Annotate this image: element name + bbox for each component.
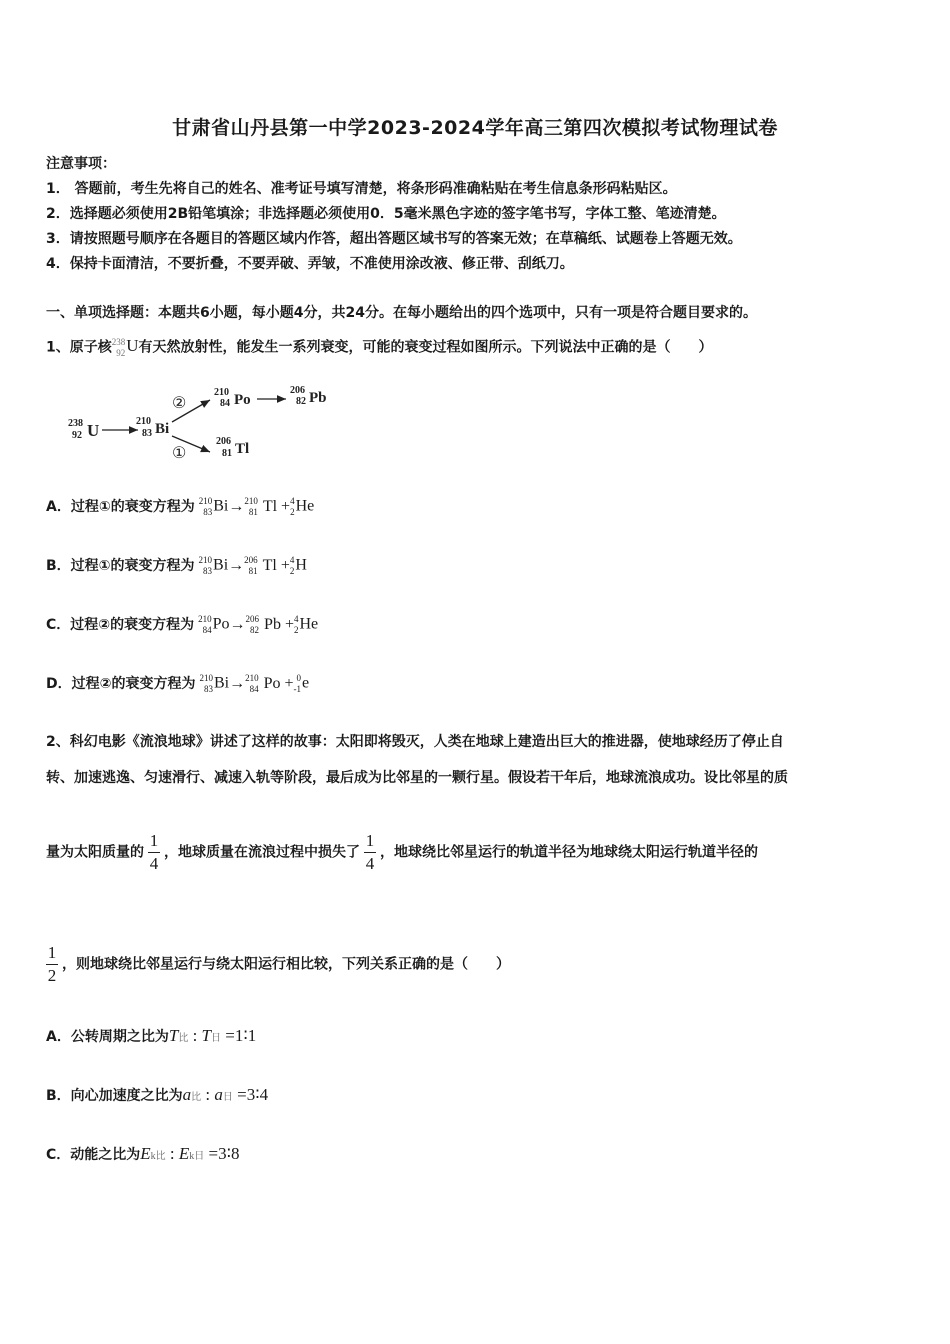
u-mass: 238 xyxy=(68,418,83,429)
question-2-option-c: C．动能之比为Ek比 : Ek日 =3∶8 xyxy=(46,1144,240,1163)
notice-heading: 注意事项： xyxy=(46,156,116,172)
question-1-option-d: D．过程②的衰变方程为 210 83 Bi→ 210 84 Po + 0 -1 e xyxy=(46,673,310,695)
question-1-option-c: C．过程②的衰变方程为 210 84 Po→ 206 82 Pb + 4 2 He xyxy=(46,614,319,636)
tl-symbol: Tl xyxy=(235,441,250,457)
u-symbol: U xyxy=(87,421,100,440)
po-mass: 210 xyxy=(214,387,229,398)
path-1-marker: ① xyxy=(172,445,187,462)
nucleus-charge: 92 xyxy=(116,347,126,358)
fraction-half: $\frac{1}{2}$ xyxy=(47,943,57,985)
question-2-line-3: 量为太阳质量的 $\frac{1}{4}$ ，地球质量在流浪过程中损失了 $\frac{1}{4}$ ，地球绕比邻星运行的轨道半径为地球绕太阳运行轨道半径的 xyxy=(46,831,758,873)
question-2-line-2: 转、加速逃逸、匀速滑行、减速入轨等阶段，最后成为比邻星的一颗行星。假设若干年后，地球流浪成功。设比邻星的质 xyxy=(46,770,788,786)
po-symbol: Po xyxy=(234,392,251,408)
question-1-stem xyxy=(46,336,713,359)
pb-symbol: Pb xyxy=(309,390,327,406)
notice-item-1: 1． 答题前，考生先将自己的姓名、准考证号填写清楚，将条形码准确粘贴在考生信息条形码粘贴区。 xyxy=(46,181,677,197)
u-charge: 92 xyxy=(72,430,82,441)
question-2-line-1: 2、科幻电影《流浪地球》讲述了这样的故事：太阳即将毁灭，人类在地球上建造出巨大的推进器，使地球经历了停止自 xyxy=(46,734,784,750)
section-heading: 一、单项选择题：本题共6小题，每小题4分，共24分。在每小题给出的四个选项中，只有一项是符合题目要求的。 xyxy=(46,305,757,321)
tl-charge: 81 xyxy=(222,448,232,459)
option-label: C．过程②的衰变方程为 xyxy=(46,617,195,633)
fraction-quarter: $\frac{1}{4}$ xyxy=(149,831,159,873)
question-1-option-b: B．过程①的衰变方程为 210 83 Bi→ 206 81 Tl + 4 2 H xyxy=(46,555,307,577)
page-title: 甘肃省山丹县第一中学2023-2024学年高三第四次模拟考试物理试卷 xyxy=(172,117,778,139)
pb-mass: 206 xyxy=(290,385,305,396)
fraction-quarter-2: $\frac{1}{4}$ xyxy=(365,831,375,873)
po-charge: 84 xyxy=(220,398,230,409)
notice-item-2: 2．选择题必须使用2B铅笔填涂；非选择题必须使用0．5毫米黑色字迹的签字笔书写，字体工整、笔迹清楚。 xyxy=(46,206,726,222)
option-label: D．过程②的衰变方程为 xyxy=(46,676,196,692)
question-1-option-a: A．过程①的衰变方程为 210 83 Bi→ 210 81 Tl + 4 2 He xyxy=(46,496,315,518)
question-2-option-b: B．向心加速度之比为a比 : a日 =3∶4 xyxy=(46,1085,269,1104)
notice-item-4: 4．保持卡面清洁，不要折叠，不要弄破、弄皱，不准使用涂改液、修正带、刮纸刀。 xyxy=(46,256,574,272)
tl-mass: 206 xyxy=(216,436,231,447)
question-1-suffix: 有天然放射性，能发生一系列衰变，可能的衰变过程如图所示。下列说法中正确的是（ ） xyxy=(138,339,713,356)
pb-charge: 82 xyxy=(296,396,306,407)
decay-diagram xyxy=(60,378,360,468)
question-2-line-4: $\frac{1}{2}$ ，则地球绕比邻星运行与绕太阳运行相比较，下列关系正确的是（ ） xyxy=(47,943,510,985)
bi-symbol: Bi xyxy=(155,421,170,437)
nucleus-symbol: U xyxy=(126,336,139,355)
option-label: A．过程①的衰变方程为 xyxy=(46,499,195,515)
nucleus-mass: 238 xyxy=(111,336,126,347)
uranium-nucleus xyxy=(112,336,139,359)
path-2-marker: ② xyxy=(172,395,187,412)
question-1-prefix: 1、原子核 xyxy=(46,339,112,356)
bi-mass: 210 xyxy=(136,416,151,427)
notice-item-3: 3．请按照题号顺序在各题目的答题区域内作答，超出答题区域书写的答案无效；在草稿纸、试题卷上答题无效。 xyxy=(46,231,742,247)
bi-charge: 83 xyxy=(142,428,152,439)
option-label: B．过程①的衰变方程为 xyxy=(46,558,195,574)
question-2-option-a: A．公转周期之比为T比 : T日 =1∶1 xyxy=(46,1026,257,1045)
